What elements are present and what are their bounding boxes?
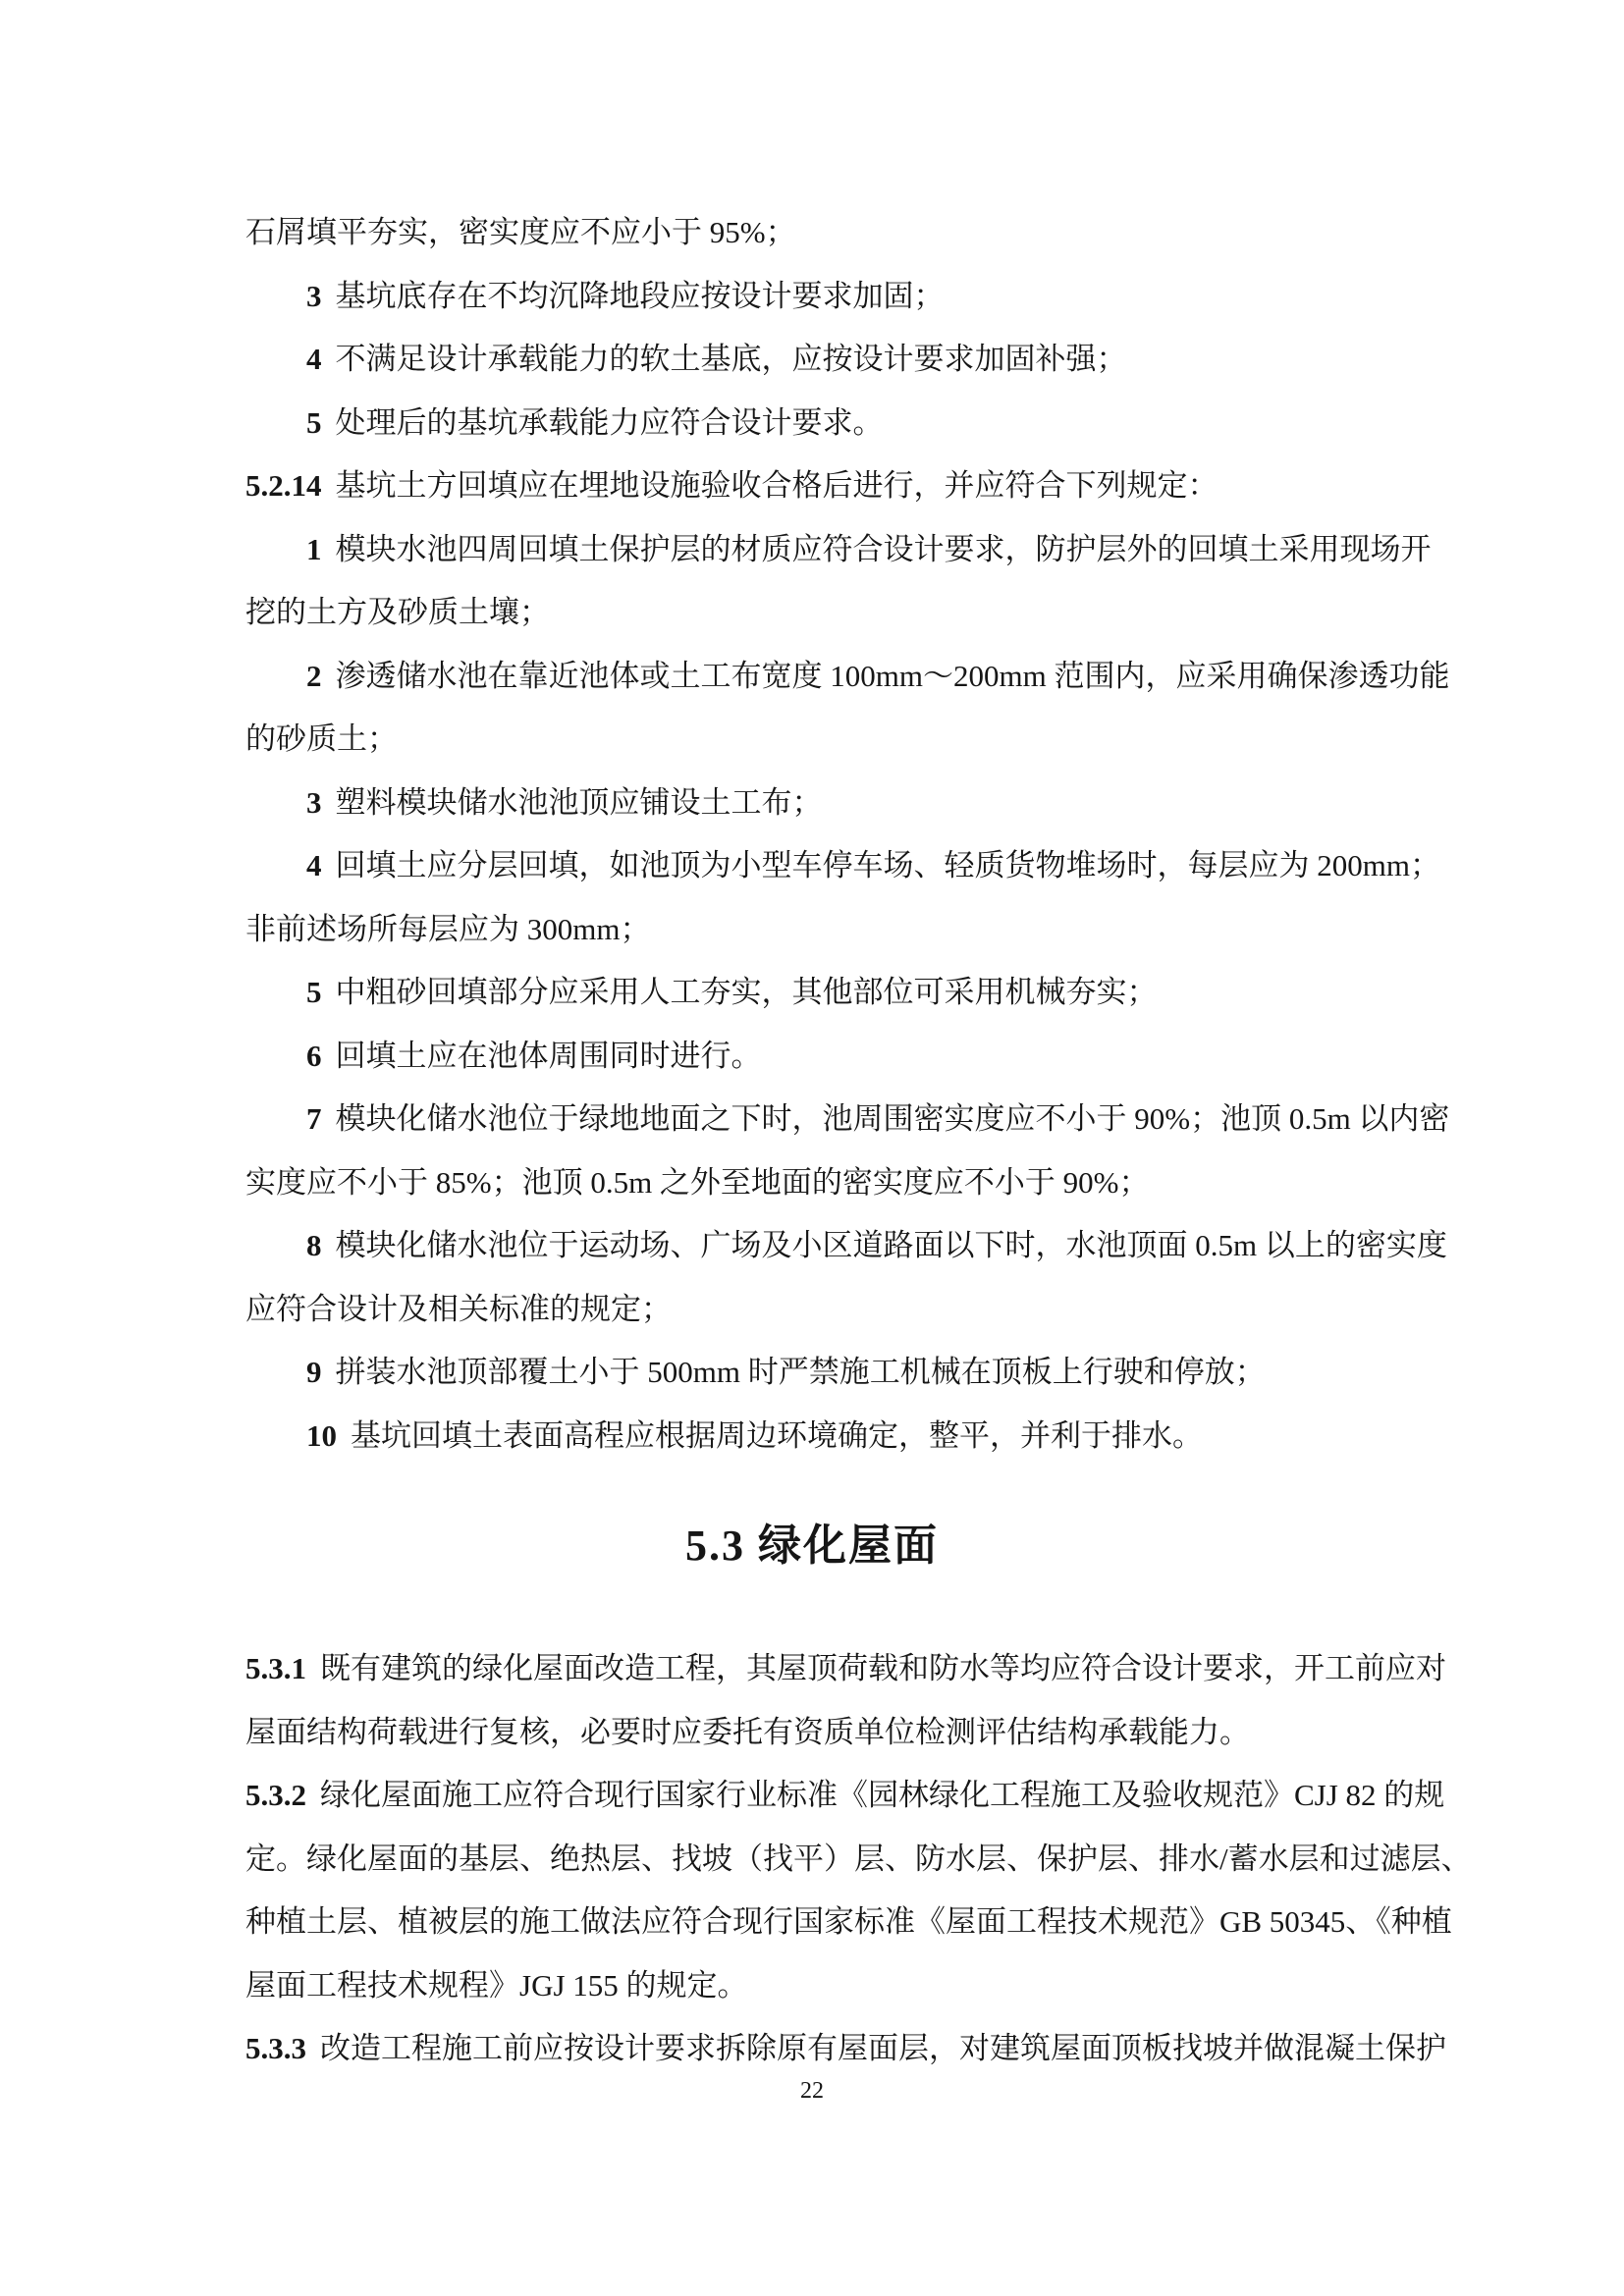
text-line: [245, 645, 1585, 709]
line-text: 回填土应分层回填，如池顶为小型车停车场、轻质货物堆场时，每层应为 200mm；: [335, 848, 1440, 882]
text-line: [245, 201, 1585, 265]
line-text: 模块化储水池位于运动场、广场及小区道路面以下时，水池顶面 0.5m 以上的密实度: [335, 1228, 1447, 1262]
item-number: 10: [306, 1417, 337, 1453]
line-text: 模块水池四周回填土保护层的材质应符合设计要求，防护层外的回填土采用现场开: [335, 531, 1432, 566]
item-number: 5: [306, 975, 322, 1009]
line-text: 实度应不小于 85%；池顶 0.5m 之外至地面的密实度应不小于 90%；: [245, 1164, 1150, 1200]
item-number: 2: [306, 658, 322, 693]
text-line: [245, 328, 1585, 392]
text-line: [245, 1405, 1585, 1468]
line-text: 不满足设计承载能力的软土基底，应按设计要求加固补强；: [335, 342, 1127, 376]
line-text: 渗透储水池在靠近池体或土工布宽度 100mm～200mm 范围内，应采用确保渗透功能: [335, 658, 1450, 693]
item-number: 8: [306, 1228, 322, 1262]
line-text: 既有建筑的绿化屋面改造工程，其屋顶荷载和防水等均应符合设计要求，开工前应对: [320, 1651, 1446, 1685]
text-line: [245, 834, 1585, 898]
text-line: [245, 1341, 1585, 1405]
line-text: 应符合设计及相关标准的规定；: [245, 1291, 672, 1326]
line-text: 中粗砂回填部分应采用人工夯实，其他部位可采用机械夯实；: [335, 975, 1158, 1009]
item-number: 5.3.3: [245, 2031, 306, 2065]
item-number: 4: [306, 342, 322, 376]
section-heading-5-3: 5.3 绿化屋面: [685, 1522, 939, 1570]
text-line: [245, 1954, 1585, 2018]
text-line: [245, 772, 1585, 835]
text-line: [245, 1701, 1585, 1765]
item-number: 7: [306, 1101, 322, 1136]
line-text: 基坑底存在不均沉降地段应按设计要求加固；: [335, 278, 945, 313]
line-text: 石屑填平夯实，密实度应不应小于 95%；: [245, 215, 796, 249]
line-text: 拼装水池顶部覆土小于 500mm 时严禁施工机械在顶板上行驶和停放；: [335, 1355, 1266, 1389]
text-line: [245, 1828, 1585, 1892]
item-number: 3: [306, 278, 322, 313]
line-text: 模块化储水池位于绿地地面之下时，池周围密实度应不小于 90%；池顶 0.5m 以内密: [335, 1101, 1450, 1136]
text-line: [245, 1278, 1585, 1342]
text-line: [245, 518, 1585, 582]
line-text: 处理后的基坑承载能力应符合设计要求。: [335, 404, 884, 440]
page-number: 22: [800, 2078, 824, 2104]
text-line: [245, 581, 1585, 645]
item-number: 9: [306, 1355, 322, 1389]
text-line: [245, 708, 1585, 772]
line-text: 种植土层、植被层的施工做法应符合现行国家标准《屋面工程技术规范》GB 50345、《种植: [245, 1904, 1452, 1939]
text-line: [245, 961, 1585, 1025]
text-line: [245, 1891, 1585, 1954]
line-text: 的砂质土；: [245, 721, 398, 756]
text-line: [245, 1637, 1585, 1701]
line-text: 绿化屋面施工应符合现行国家行业标准《园林绿化工程施工及验收规范》CJJ 82 的规: [320, 1778, 1445, 1812]
page-footer: [0, 2067, 1624, 2114]
item-number: 3: [306, 784, 322, 820]
text-line: [245, 1214, 1585, 1278]
line-text: 屋面结构荷载进行复核，必要时应委托有资质单位检测评估结构承载能力。: [245, 1714, 1250, 1749]
text-line: [245, 265, 1585, 329]
line-text: 回填土应在池体周围同时进行。: [335, 1038, 762, 1073]
item-number: 5.2.14: [245, 468, 322, 503]
section-5-3-content: [0, 1637, 1624, 2081]
item-number: 1: [306, 531, 322, 566]
text-line: [245, 392, 1585, 455]
line-text: 屋面工程技术规程》JGJ 155 的规定。: [245, 1967, 748, 2002]
line-text: 基坑回填土表面高程应根据周边环境确定，整平，并利于排水。: [351, 1417, 1203, 1453]
text-line: [245, 1151, 1585, 1215]
item-number: 5: [306, 404, 322, 440]
line-text: 非前述场所每层应为 300mm；: [245, 911, 651, 946]
text-line: [245, 1088, 1585, 1151]
text-line: [245, 898, 1585, 962]
text-line: [245, 1764, 1585, 1828]
item-number: 5.3.2: [245, 1778, 306, 1812]
text-line: [245, 454, 1585, 518]
line-text: 挖的土方及砂质土壤；: [245, 595, 550, 629]
text-line: [245, 1025, 1585, 1089]
line-text: 定。绿化屋面的基层、绝热层、找坡（找平）层、防水层、保护层、排水/蓄水层和过滤层、: [245, 1841, 1472, 1876]
line-text: 基坑土方回填应在埋地设施验收合格后进行，并应符合下列规定：: [335, 468, 1218, 503]
item-number: 6: [306, 1038, 322, 1073]
line-text: 改造工程施工前应按设计要求拆除原有屋面层，对建筑屋面顶板找坡并做混凝土保护: [320, 2031, 1446, 2065]
line-text: 塑料模块储水池池顶应铺设土工布；: [335, 784, 823, 820]
item-number: 4: [306, 848, 322, 882]
item-number: 5.3.1: [245, 1651, 306, 1685]
